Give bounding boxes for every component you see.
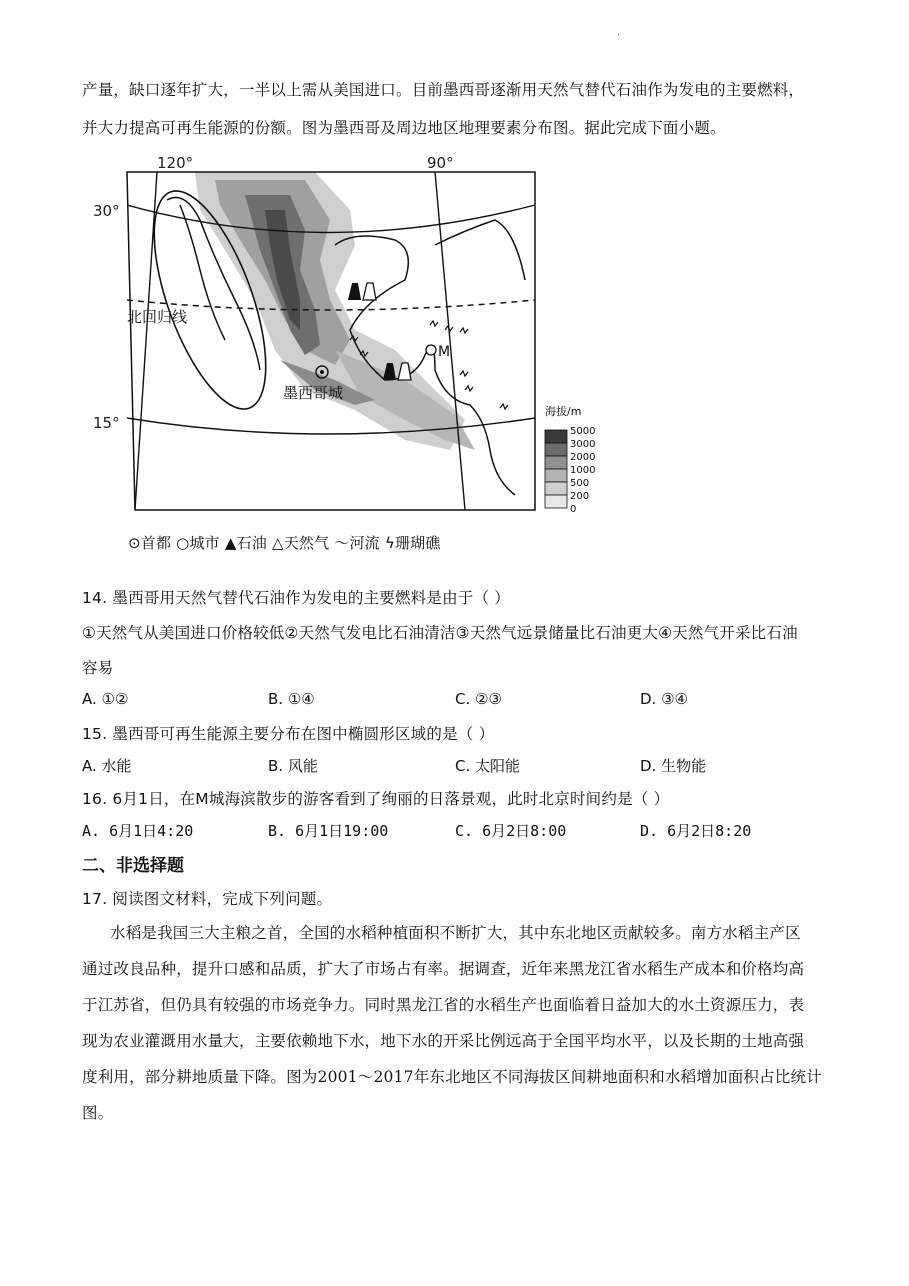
q14-statements-1: ①天然气从美国进口价格较低②天然气发电比石油清洁③天然气远景储量比石油更大④天然气开采比石油 xyxy=(82,624,798,642)
q14-option-a[interactable]: A. ①② xyxy=(82,690,129,708)
q14-statements-2: 容易 xyxy=(82,659,114,677)
elevation-level-label: 500 xyxy=(570,478,590,489)
mexico-map xyxy=(93,150,596,560)
elevation-level-label: 1000 xyxy=(570,465,596,476)
map-legend xyxy=(128,532,441,553)
elevation-level-label: 5000 xyxy=(570,426,596,437)
mexico-map-figure xyxy=(93,150,596,560)
capital-legend-icon: ⊙ xyxy=(128,534,141,552)
elevation-swatch xyxy=(545,495,567,508)
elevation-level-label: 3000 xyxy=(570,439,596,450)
q15-option-c[interactable]: C. 太阳能 xyxy=(455,757,521,775)
city-m-label: M xyxy=(438,344,451,360)
lat-15-label: 15° xyxy=(93,414,120,432)
oil-legend-icon: ▲ xyxy=(224,534,237,552)
elevation-level-label: 200 xyxy=(570,491,590,502)
elevation-level-label: 0 xyxy=(570,504,577,515)
q14-option-d[interactable]: D. ③④ xyxy=(640,690,688,708)
q14-option-c[interactable]: C. ②③ xyxy=(455,690,502,708)
q15-option-a[interactable]: A. 水能 xyxy=(82,757,132,775)
legend-city: 城市 xyxy=(189,534,220,552)
intro-line-1: 产量，缺口逐年扩大，一半以上需从美国进口。目前墨西哥逐渐用天然气替代石油作为发电的主要燃料， xyxy=(82,81,805,99)
lon-120-label: 120° xyxy=(157,154,194,172)
elevation-swatch xyxy=(545,456,567,469)
q15-stem: 15. 墨西哥可再生能源主要分布在图中椭圆形区域的是（ ） xyxy=(82,725,495,743)
q17-para-line: 现为农业灌溉用水量大，主要依赖地下水，地下水的开采比例远高于全国平均水平，以及长期的土地高强 xyxy=(82,1032,805,1050)
q17-stem: 17. 阅读图文材料，完成下列问题。 xyxy=(82,890,333,908)
elevation-swatch xyxy=(545,430,567,443)
intro-line-2: 并大力提高可再生能源的份额。图为墨西哥及周边地区地理要素分布图。据此完成下面小题。 xyxy=(82,119,726,137)
gas-legend-icon: △ xyxy=(271,534,284,552)
legend-capital: 首都 xyxy=(140,534,172,552)
capital-label: 墨西哥城 xyxy=(283,384,344,402)
oil-gas-north xyxy=(348,283,376,300)
q15-option-d[interactable]: D. 生物能 xyxy=(640,757,707,775)
section-2-title: 二、非选择题 xyxy=(82,856,184,876)
city-legend-icon: ○ xyxy=(176,534,190,552)
q16-option-c[interactable]: C. 6月2日8:00 xyxy=(455,822,567,840)
q14-option-b[interactable]: B. ①④ xyxy=(268,690,315,708)
legend-gas: 天然气 xyxy=(283,534,330,552)
elevation-swatch xyxy=(545,482,567,495)
legend-reef: 珊瑚礁 xyxy=(394,534,441,552)
q17-para-line: 通过改良品种，提升口感和品质，扩大了市场占有率。据调查，近年来黑龙江省水稻生产成本和价格均高 xyxy=(82,960,805,978)
elevation-legend xyxy=(545,426,595,515)
elevation-title: 海拔/m xyxy=(545,405,582,418)
river-legend-icon: 〜 xyxy=(334,534,350,552)
q17-para-line: 于江苏省，但仍具有较强的市场竞争力。同时黑龙江省的水稻生产也面临着日益加大的水土资源压力，表 xyxy=(82,996,805,1014)
elevation-swatch xyxy=(545,469,567,482)
q17-para-line: 度利用，部分耕地质量下降。图为2001～2017年东北地区不同海拔区间耕地面积和水稻增加面积占比统计 xyxy=(82,1068,822,1086)
tropic-label: 北回归线 xyxy=(127,308,188,326)
q16-stem: 16. 6月1日，在M城海滨散步的游客看到了绚丽的日落景观，此时北京时间约是（ ） xyxy=(82,790,670,808)
lat-30-label: 30° xyxy=(93,202,120,220)
reef-legend-icon: ϟ xyxy=(384,534,395,552)
legend-river: 河流 xyxy=(349,534,380,552)
q16-option-a[interactable]: A. 6月1日4:20 xyxy=(82,822,194,840)
q16-option-b[interactable]: B. 6月1日19:00 xyxy=(268,822,389,840)
city-m-marker xyxy=(426,345,436,355)
q17-para-line: 水稻是我国三大主粮之首，全国的水稻种植面积不断扩大，其中东北地区贡献较多。南方水稻主产区 xyxy=(110,924,801,942)
legend-oil: 石油 xyxy=(236,534,267,552)
page-dot: · xyxy=(617,30,621,41)
lon-90-label: 90° xyxy=(427,154,454,172)
elevation-swatch xyxy=(545,443,567,456)
q17-para-line: 图。 xyxy=(82,1104,114,1122)
q16-option-d[interactable]: D. 6月2日8:20 xyxy=(640,822,752,840)
q15-option-b[interactable]: B. 风能 xyxy=(268,757,318,775)
q14-stem: 14. 墨西哥用天然气替代石油作为发电的主要燃料是由于（ ） xyxy=(82,589,511,607)
elevation-level-label: 2000 xyxy=(570,452,596,463)
